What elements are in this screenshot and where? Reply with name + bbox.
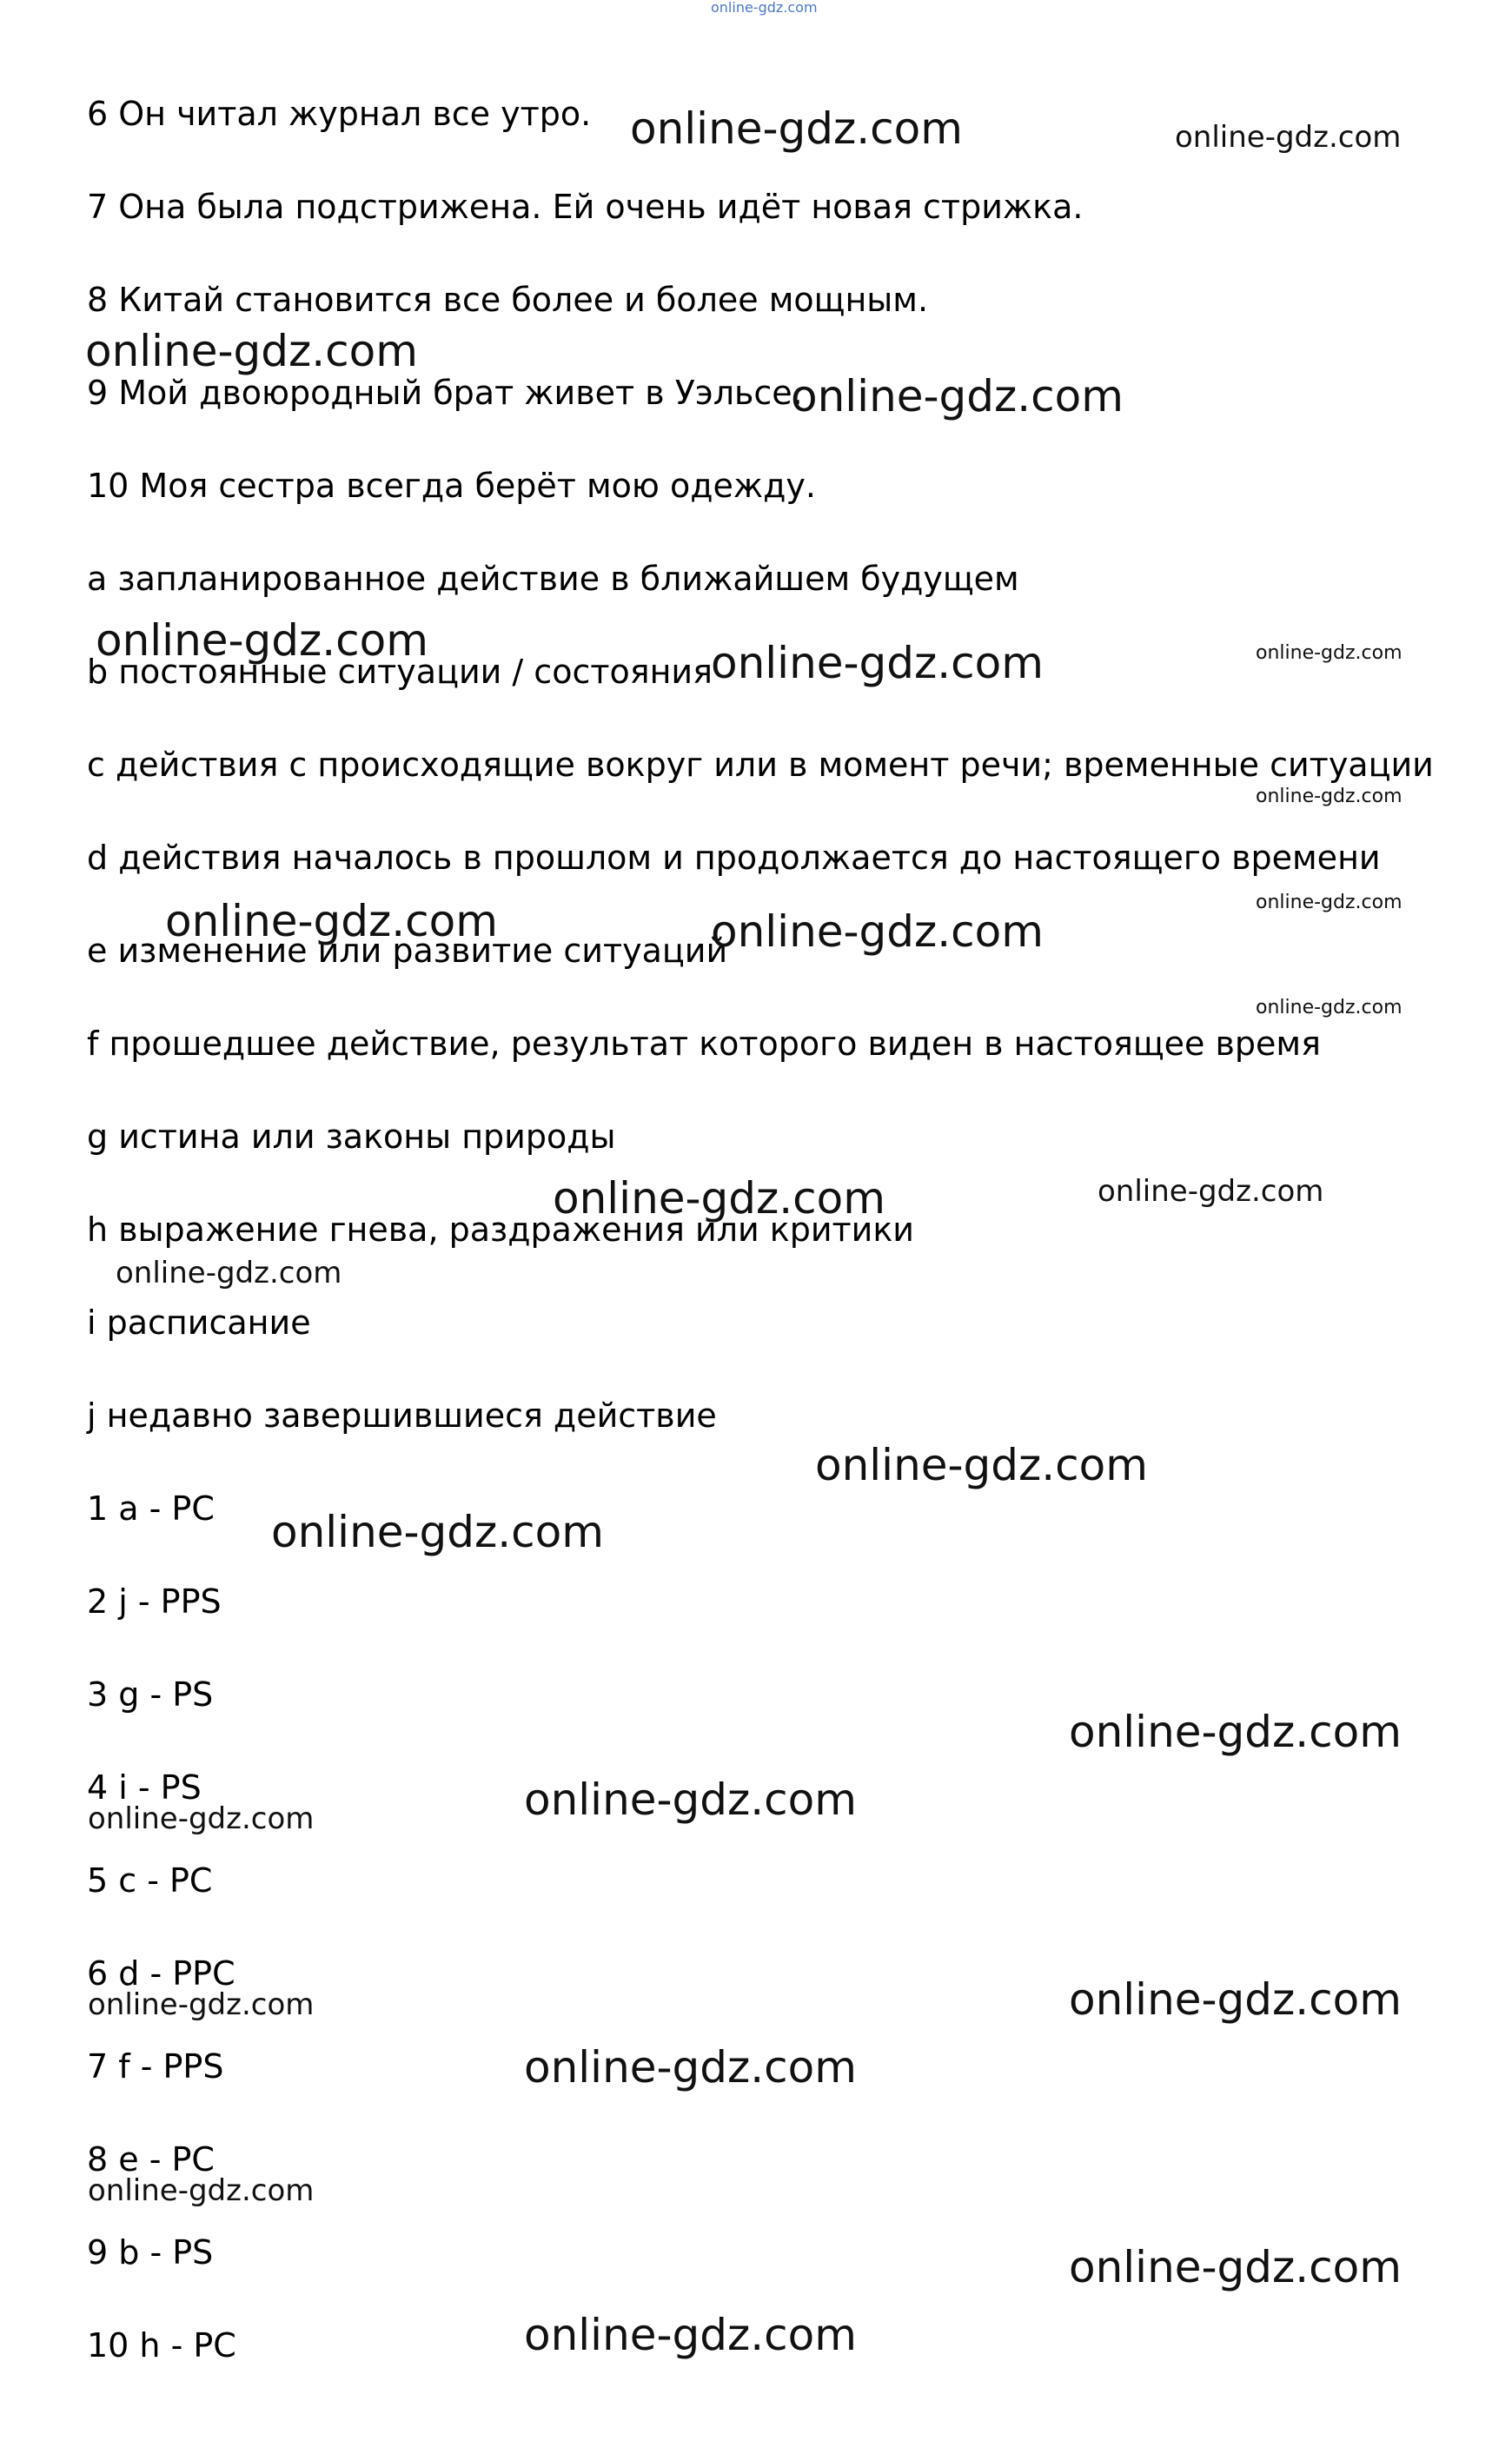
watermark: online-gdz.com: [1256, 786, 1403, 807]
answer-line: 2 j - PPS: [87, 1582, 222, 1621]
sentence-line: 8 Китай становится все более и более мощным.: [87, 281, 929, 319]
answer-line: 8 e - PC: [87, 2140, 215, 2179]
sentence-line: 9 Мой двоюродный брат живет в Уэльсе.: [87, 374, 803, 412]
answer-line: 4 i - PS: [87, 1768, 202, 1807]
explanation-line: c действия с происходящие вокруг или в момент речи; временные ситуации: [87, 746, 1434, 784]
watermark: online-gdz.com: [1256, 892, 1403, 913]
watermark: online-gdz.com: [1098, 1174, 1324, 1209]
top-watermark: online-gdz.com: [711, 0, 818, 16]
sentence-line: 6 Он читал журнал все утро.: [87, 95, 592, 133]
watermark: online-gdz.com: [524, 1774, 857, 1825]
explanation-line: g истина или законы природы: [87, 1118, 616, 1156]
watermark: online-gdz.com: [1256, 642, 1403, 664]
explanation-line: e изменение или развитие ситуаций: [87, 932, 728, 970]
watermark: online-gdz.com: [791, 371, 1124, 421]
explanation-line: b постоянные ситуации / состояния: [87, 653, 713, 691]
watermark: online-gdz.com: [711, 906, 1044, 957]
watermark: online-gdz.com: [85, 326, 418, 376]
watermark: online-gdz.com: [711, 638, 1044, 688]
explanation-line: j недавно завершившиеся действие: [87, 1396, 717, 1435]
watermark: online-gdz.com: [553, 1173, 885, 1224]
explanation-line: d действия началось в прошлом и продолжается до настоящего времени: [87, 839, 1381, 877]
explanation-line: f прошедшее действие, результат которого виден в настоящее время: [87, 1025, 1321, 1063]
explanation-line: h выражение гнева, раздражения или критики: [87, 1211, 915, 1249]
watermark: online-gdz.com: [1069, 2242, 1402, 2292]
answer-line: 9 b - PS: [87, 2233, 214, 2272]
watermark: online-gdz.com: [524, 2310, 857, 2360]
watermark: online-gdz.com: [1069, 1974, 1402, 2025]
answer-line: 6 d - PPC: [87, 1954, 235, 1993]
explanation-line: a запланированное действие в ближайшем будущем: [87, 560, 1019, 598]
watermark: online-gdz.com: [165, 896, 498, 946]
watermark: online-gdz.com: [1069, 1707, 1402, 1757]
answer-line: 7 f - PPS: [87, 2047, 224, 2086]
watermark: online-gdz.com: [96, 615, 428, 666]
watermark: online-gdz.com: [88, 1987, 315, 2022]
watermark: online-gdz.com: [88, 2173, 315, 2208]
answer-line: 5 c - PC: [87, 1861, 213, 1900]
answer-line: 10 h - PC: [87, 2326, 236, 2365]
explanation-line: i расписание: [87, 1303, 311, 1342]
watermark: online-gdz.com: [88, 1801, 315, 1836]
watermark: online-gdz.com: [1256, 997, 1403, 1018]
watermark: online-gdz.com: [524, 2042, 857, 2093]
watermark: online-gdz.com: [815, 1440, 1148, 1490]
answer-line: 1 a - PC: [87, 1489, 215, 1528]
watermark: online-gdz.com: [271, 1507, 604, 1557]
sentence-line: 7 Она была подстрижена. Ей очень идёт новая стрижка.: [87, 188, 1084, 226]
watermark: online-gdz.com: [116, 1256, 342, 1290]
sentence-line: 10 Моя сестра всегда берёт мою одежду.: [87, 467, 816, 505]
watermark: online-gdz.com: [1175, 120, 1402, 155]
watermark: online-gdz.com: [630, 103, 963, 154]
answer-line: 3 g - PS: [87, 1675, 214, 1714]
